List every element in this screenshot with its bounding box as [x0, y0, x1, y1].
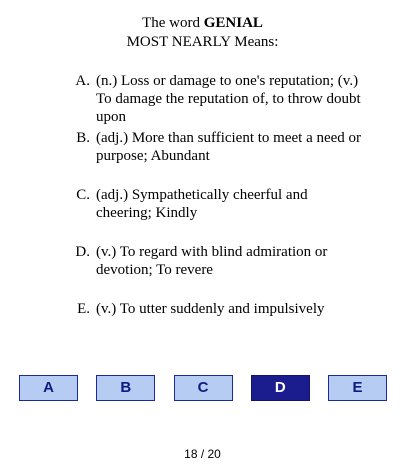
question-suffix: MOST NEARLY Means:: [126, 34, 279, 50]
choice-text: (adj.) More than sufficient to meet a need or purpose; Abundant: [96, 130, 362, 164]
answer-button-b[interactable]: B: [96, 375, 155, 401]
question-word: GENIAL: [203, 15, 263, 31]
choice-c: [62, 186, 362, 243]
choice-text: (v.) To regard with blind admiration or devotion; To revere: [96, 244, 328, 278]
choice-letter: D.: [75, 244, 90, 260]
page-counter: 18 / 20: [184, 447, 221, 461]
choice-b: [62, 129, 362, 186]
question-line-1: [0, 14, 405, 33]
answer-button-c[interactable]: C: [174, 375, 233, 401]
choice-letter: C.: [76, 187, 90, 203]
choice-letter: A.: [75, 73, 90, 89]
answer-button-a[interactable]: A: [19, 375, 78, 401]
choice-a: [62, 72, 362, 129]
answer-button-e[interactable]: E: [328, 375, 387, 401]
choice-e: [62, 300, 362, 357]
choice-text: (v.) To utter suddenly and impulsively: [96, 301, 325, 317]
question-prefix: The word: [142, 15, 204, 31]
choice-letter: E.: [77, 301, 90, 317]
question-prompt: [0, 14, 405, 52]
choice-text: (n.) Loss or damage to one's reputation; (v.) To damage the reputation of, to throw doubt upon: [96, 73, 361, 125]
choice-letter: B.: [76, 130, 90, 146]
choice-text: (adj.) Sympathetically cheerful and cheering; Kindly: [96, 187, 308, 221]
choice-list: [62, 72, 362, 357]
choice-d: [62, 243, 362, 300]
answer-buttons: [19, 375, 387, 401]
answer-button-d[interactable]: D: [251, 375, 310, 401]
